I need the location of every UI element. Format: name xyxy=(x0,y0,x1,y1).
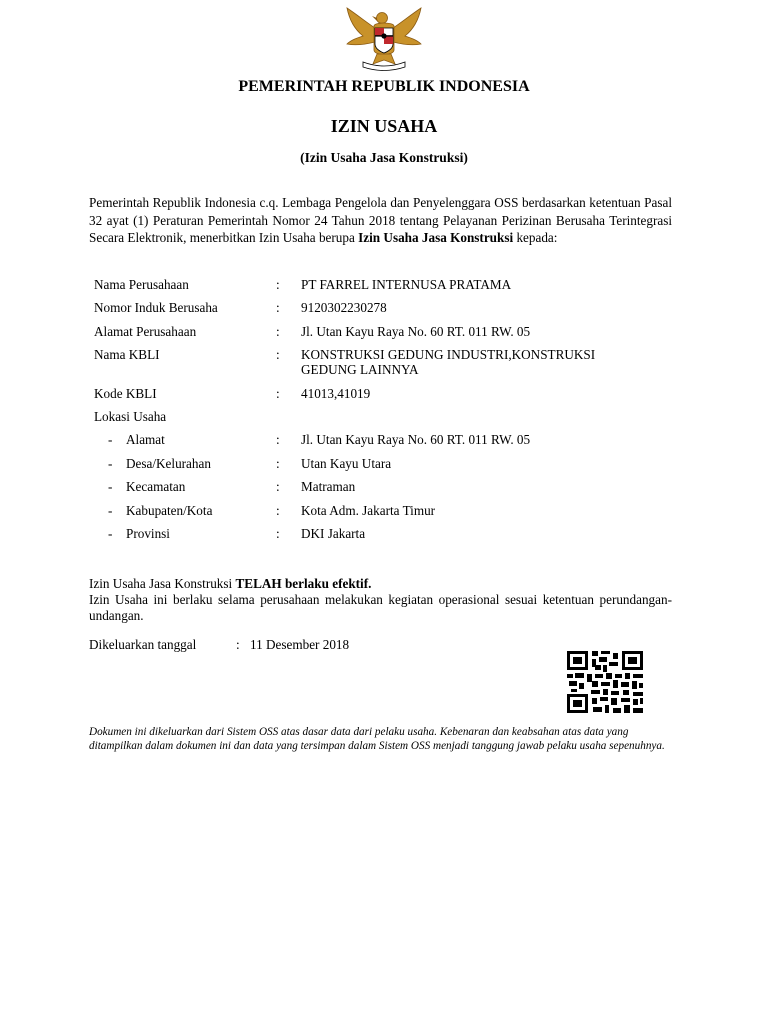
colon: : xyxy=(276,432,280,447)
kbli-code-label: Kode KBLI xyxy=(94,386,157,401)
colon: : xyxy=(236,637,240,652)
kbli-name-line1: KONSTRUKSI GEDUNG INDUSTRI,KONSTRUKSI xyxy=(301,347,596,362)
garuda-pancasila-emblem xyxy=(341,4,427,72)
nib-label: Nomor Induk Berusaha xyxy=(94,300,218,315)
colon: : xyxy=(276,386,280,401)
kbli-name-line2: GEDUNG LAINNYA xyxy=(301,362,419,377)
intro-text: Pemerintah Republik Indonesia c.q. Lembaga Pengelola dan Penyelenggara OSS berdasarkan ketentuan Pasal 32 ayat (1) Peraturan Pemerintah Nomor 24 Tahun 2018 tentang Pelayanan Perizinan Berusaha Terintegrasi Secara Elektronik, menerbitkan Izin Usaha berupa xyxy=(89,195,672,245)
document-subtitle: (Izin Usaha Jasa Konstruksi) xyxy=(300,150,468,165)
city-label: Kabupaten/Kota xyxy=(126,503,213,518)
province-value: DKI Jakarta xyxy=(301,526,366,541)
colon: : xyxy=(276,503,280,518)
government-heading: PEMERINTAH REPUBLIK INDONESIA xyxy=(238,78,530,95)
company-name-value: PT FARREL INTERNUSA PRATAMA xyxy=(301,277,512,292)
colon: : xyxy=(276,479,280,494)
disclaimer-note: Dokumen ini dikeluarkan dari Sistem OSS atas dasar data dari pelaku usaha. Kebenaran dan keabsahan atas data yang ditampilkan dalam dokumen ini dan data yang tersimpan dalam Sistem OSS menjadi tanggung jawab pelaku usaha sepenuhnya. xyxy=(89,726,665,752)
city-value: Kota Adm. Jakarta Timur xyxy=(301,503,436,518)
village-value: Utan Kayu Utara xyxy=(301,456,392,471)
list-dash: - xyxy=(108,503,113,518)
list-dash: - xyxy=(108,432,113,447)
colon: : xyxy=(276,526,280,541)
intro-paragraph xyxy=(89,194,672,247)
kbli-name-value xyxy=(301,347,595,377)
colon: : xyxy=(276,456,280,471)
intro-permit-name: Izin Usaha Jasa Konstruksi xyxy=(358,230,514,245)
company-address-label: Alamat Perusahaan xyxy=(94,324,197,339)
list-dash: - xyxy=(108,479,113,494)
location-address-value: Jl. Utan Kayu Raya No. 60 RT. 011 RW. 05 xyxy=(301,432,531,447)
province-label: Provinsi xyxy=(126,526,170,541)
company-name-label: Nama Perusahaan xyxy=(94,277,189,292)
colon: : xyxy=(276,277,280,292)
nib-value: 9120302230278 xyxy=(301,300,387,315)
colon: : xyxy=(276,324,280,339)
list-dash: - xyxy=(108,526,113,541)
status-prefix: Izin Usaha Jasa Konstruksi xyxy=(89,576,236,591)
location-address-label: Alamat xyxy=(126,432,165,447)
company-address-value: Jl. Utan Kayu Raya No. 60 RT. 011 RW. 05 xyxy=(301,324,531,339)
colon: : xyxy=(276,347,280,362)
list-dash: - xyxy=(108,456,113,471)
colon: : xyxy=(276,300,280,315)
kbli-code-value: 41013,41019 xyxy=(301,386,371,401)
effective-status xyxy=(89,576,371,592)
intro-end: kepada: xyxy=(513,230,558,245)
status-effective: TELAH berlaku efektif. xyxy=(235,576,372,591)
issued-date-value: 11 Desember 2018 xyxy=(250,637,350,652)
village-label: Desa/Kelurahan xyxy=(126,456,211,471)
district-value: Matraman xyxy=(301,479,356,494)
kbli-name-label: Nama KBLI xyxy=(94,347,160,362)
document-title: IZIN USAHA xyxy=(330,116,438,136)
business-location-label: Lokasi Usaha xyxy=(94,409,167,424)
district-label: Kecamatan xyxy=(126,479,186,494)
qr-code-icon xyxy=(565,650,645,715)
issued-date-label: Dikeluarkan tanggal xyxy=(89,637,197,652)
validity-statement: Izin Usaha ini berlaku selama perusahaan melakukan kegiatan operasional sesuai ketentuan perundangan-undangan. xyxy=(89,592,672,623)
